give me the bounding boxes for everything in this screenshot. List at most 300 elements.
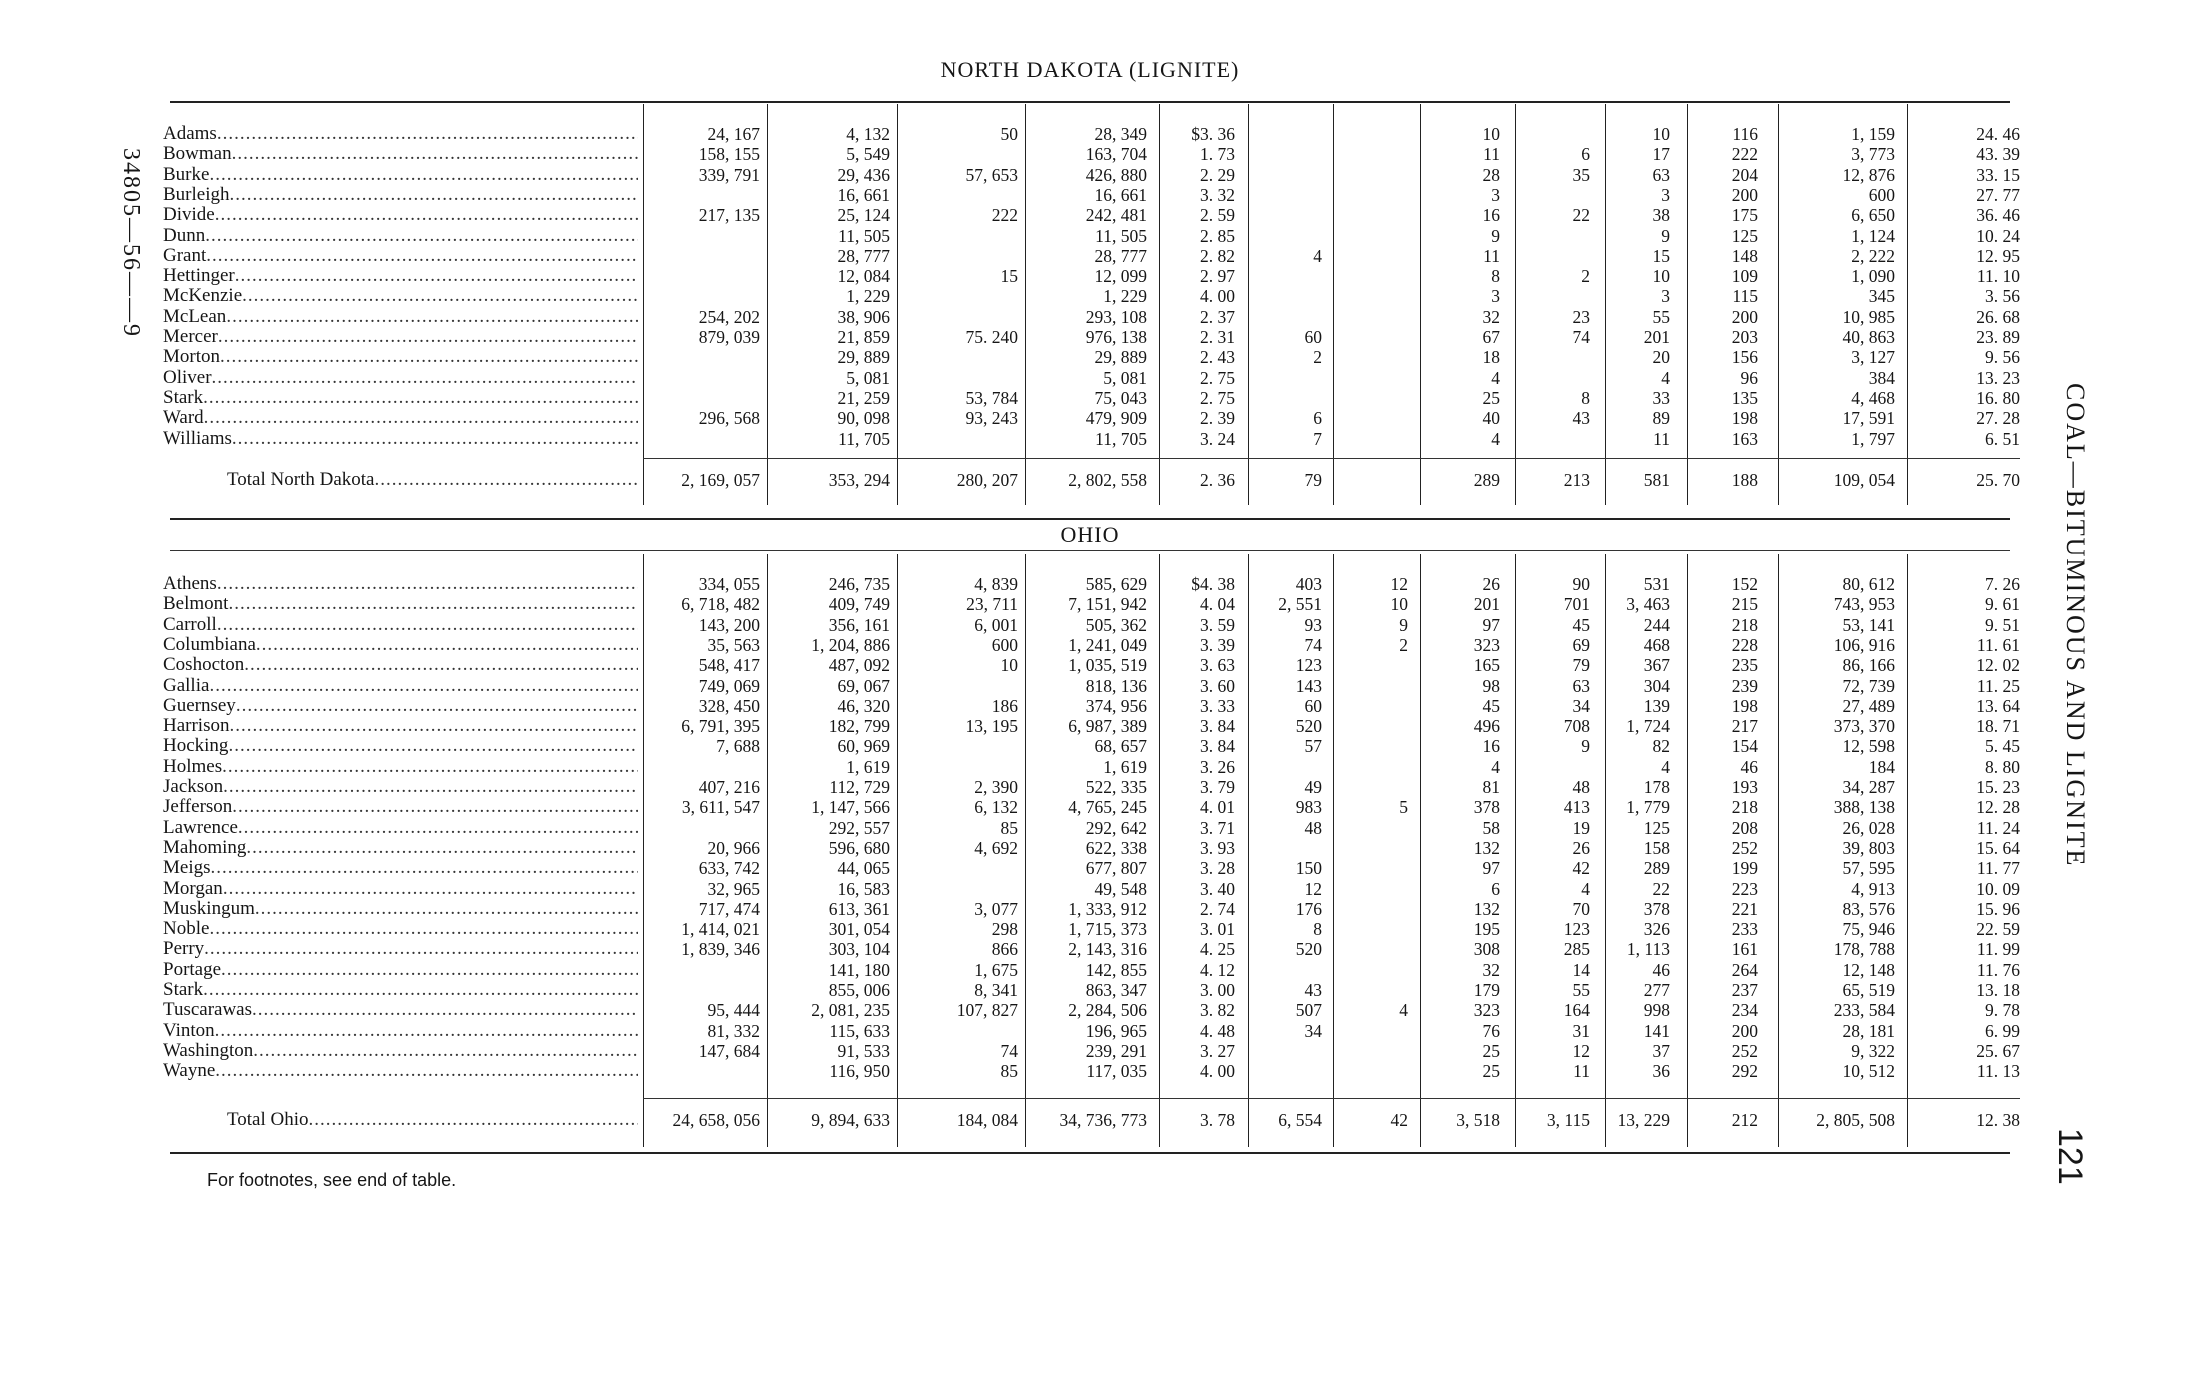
table-cell: 28 (1482, 164, 1500, 185)
table-cell: 115, 633 (829, 1020, 890, 1041)
total-cell: 3. 78 (1200, 1110, 1235, 1130)
table-cell: 222 (1731, 144, 1758, 165)
subtotal-rule (643, 1098, 2020, 1099)
row-label: Wayne ..... (163, 1061, 638, 1081)
table-cell: 293, 108 (1085, 306, 1147, 327)
table-cell: 8 (1491, 266, 1500, 287)
table-cell: 10, 985 (1842, 306, 1895, 327)
table-cell: 9. 51 (1985, 614, 2020, 635)
table-cell: 12, 084 (837, 266, 890, 287)
table-cell: 5, 549 (846, 144, 890, 165)
table-cell: 165 (1473, 655, 1500, 676)
table-cell: 32 (1482, 959, 1500, 980)
row-label: Burke ..... (163, 165, 638, 185)
column-rule (1159, 104, 1160, 505)
table-cell: 3, 463 (1626, 594, 1670, 615)
table-cell: 11. 10 (1976, 266, 2020, 287)
table-cell: 1, 204, 886 (811, 634, 890, 655)
table-cell: 83, 576 (1842, 898, 1895, 919)
table-cell: 193 (1731, 777, 1758, 797)
section-title-ohio: OHIO (1060, 522, 1120, 547)
table-cell: 4 (1313, 245, 1322, 266)
table-cell: 70 (1572, 898, 1590, 919)
page-title: NORTH DAKOTA (LIGNITE) (940, 57, 1240, 82)
subtotal-rule (643, 458, 2020, 459)
table-cell: 57, 653 (965, 164, 1018, 185)
table-cell: 3. 82 (1200, 1000, 1235, 1021)
table-cell: 228 (1731, 634, 1758, 655)
table-cell: 57 (1304, 736, 1322, 757)
table-cell: 1, 414, 021 (681, 919, 760, 940)
table-cell: 40, 863 (1842, 327, 1895, 347)
table-cell: 2, 551 (1278, 594, 1322, 615)
table-cell: 285 (1563, 939, 1590, 960)
row-label: McLean ..... (163, 307, 638, 327)
table-cell: 1, 797 (1851, 428, 1895, 449)
table-cell: 2. 97 (1200, 266, 1235, 287)
table-cell: 95, 444 (707, 1000, 760, 1021)
table-cell: 75. 240 (965, 327, 1018, 347)
row-label: Morton ..... (163, 347, 638, 367)
column-rule (897, 104, 898, 505)
table-cell: 4. 12 (1200, 959, 1235, 980)
row-label: Adams ..... (163, 124, 638, 144)
table-cell: 373, 370 (1833, 716, 1895, 737)
row-label: Belmont ..... (163, 594, 638, 614)
row-label: Divide ..... (163, 205, 638, 225)
total-cell: 280, 207 (956, 470, 1018, 490)
table-cell: 11. 25 (1976, 675, 2020, 696)
table-cell: 199 (1731, 858, 1758, 879)
row-label: Bowman ..... (163, 144, 638, 164)
table-cell: 6. 51 (1985, 428, 2020, 449)
table-cell: 522, 335 (1085, 777, 1147, 797)
table-cell: 407, 216 (698, 777, 760, 797)
row-label: Holmes ..... (163, 757, 638, 777)
total-cell: 12. 38 (1976, 1110, 2020, 1130)
column-rule (1248, 554, 1249, 1147)
table-cell: 600 (991, 634, 1018, 655)
table-cell: 4 (1491, 428, 1500, 449)
table-cell: 11. 24 (1976, 817, 2020, 838)
table-cell: 3, 773 (1851, 144, 1895, 165)
table-cell: 34 (1572, 695, 1590, 716)
table-cell: 96 (1740, 367, 1758, 388)
table-cell: 17 (1652, 144, 1670, 165)
table-cell: 3. 93 (1200, 837, 1235, 858)
table-cell: 26 (1572, 837, 1590, 858)
table-cell: 8 (1581, 387, 1590, 408)
table-cell: 20, 966 (707, 837, 760, 858)
table-cell: 60 (1304, 695, 1322, 716)
table-cell: 2. 29 (1200, 164, 1235, 185)
table-cell: 93 (1304, 614, 1322, 635)
table-cell: 53, 141 (1842, 614, 1895, 635)
table-cell: 7. 26 (1985, 574, 2020, 594)
row-label: Tuscarawas ..... (163, 1000, 638, 1020)
table-cell: 3, 077 (974, 898, 1018, 919)
column-rule (1515, 554, 1516, 1147)
table-cell: 2, 390 (974, 777, 1018, 797)
table-cell: 16. 80 (1976, 387, 2020, 408)
table-cell: 3 (1661, 286, 1670, 307)
table-cell: 203 (1731, 327, 1758, 347)
total-cell: 213 (1563, 470, 1590, 490)
table-cell: 46 (1652, 959, 1670, 980)
table-cell: 11. 76 (1976, 959, 2020, 980)
table-cell: 93, 243 (965, 408, 1018, 429)
table-cell: 13, 195 (965, 716, 1018, 737)
total-label: Total North Dakota ..... (227, 470, 638, 490)
row-label: Stark ..... (163, 388, 638, 408)
table-cell: 2. 74 (1200, 898, 1235, 919)
row-label: Washington ..... (163, 1041, 638, 1061)
column-rule (1159, 554, 1160, 1147)
table-cell: 200 (1731, 1020, 1758, 1041)
table-cell: 74 (1304, 634, 1322, 655)
table-cell: 10. 24 (1976, 225, 2020, 246)
table-cell: 28, 777 (837, 245, 890, 266)
column-rule (1333, 554, 1334, 1147)
table-cell: 178, 788 (1833, 939, 1895, 960)
table-cell: 4 (1661, 756, 1670, 777)
table-cell: 48 (1304, 817, 1322, 838)
table-cell: 221 (1731, 898, 1758, 919)
total-cell: 3, 115 (1546, 1110, 1590, 1130)
table-cell: 31 (1572, 1020, 1590, 1041)
table-cell: 3. 26 (1200, 756, 1235, 777)
table-cell: 237 (1731, 980, 1758, 1000)
table-cell: 2, 143, 316 (1068, 939, 1147, 960)
table-cell: 147, 684 (698, 1040, 760, 1061)
table-cell: 63 (1572, 675, 1590, 696)
table-cell: 2. 37 (1200, 306, 1235, 327)
total-cell: 184, 084 (956, 1110, 1018, 1130)
table-cell: 677, 807 (1085, 858, 1147, 879)
table-cell: 69 (1572, 634, 1590, 655)
row-label: McKenzie ..... (163, 286, 638, 306)
table-cell: 1, 124 (1851, 225, 1895, 246)
table-cell: 4. 00 (1200, 286, 1235, 307)
table-cell: 16 (1482, 736, 1500, 757)
total-cell: 581 (1643, 470, 1670, 490)
bottom-rule (170, 1152, 2010, 1154)
table-cell: 1, 159 (1851, 124, 1895, 144)
table-cell: 143 (1295, 675, 1322, 696)
table-cell: 24. 46 (1976, 124, 2020, 144)
total-cell: 9, 894, 633 (811, 1110, 890, 1130)
table-cell: 12 (1390, 574, 1408, 594)
table-cell: 46, 320 (837, 695, 890, 716)
table-cell: 11, 705 (1095, 428, 1147, 449)
table-cell: 44, 065 (837, 858, 890, 879)
table-cell: 292 (1731, 1061, 1758, 1082)
table-cell: 75, 043 (1094, 387, 1147, 408)
table-cell: 20 (1652, 347, 1670, 368)
table-cell: 36 (1652, 1061, 1670, 1082)
table-cell: 9, 322 (1851, 1040, 1895, 1061)
table-cell: 195 (1473, 919, 1500, 940)
table-cell: 217 (1731, 716, 1758, 737)
column-rule (1778, 554, 1779, 1147)
table-cell: 26 (1482, 574, 1500, 594)
table-cell: 378 (1473, 797, 1500, 818)
table-cell: 24, 167 (707, 124, 760, 144)
table-cell: 3, 127 (1851, 347, 1895, 368)
table-cell: 9 (1581, 736, 1590, 757)
table-cell: 3 (1491, 286, 1500, 307)
total-cell: 353, 294 (828, 470, 890, 490)
table-cell: 81 (1482, 777, 1500, 797)
row-label: Jefferson ..... (163, 797, 638, 817)
table-cell: 182, 799 (828, 716, 890, 737)
table-cell: 2. 43 (1200, 347, 1235, 368)
table-cell: 215 (1731, 594, 1758, 615)
table-cell: 303, 104 (828, 939, 890, 960)
table-cell: 866 (991, 939, 1018, 960)
table-cell: 179 (1473, 980, 1500, 1000)
table-cell: 409, 749 (828, 594, 890, 615)
table-cell: 218 (1731, 797, 1758, 818)
table-cell: 4 (1491, 756, 1500, 777)
column-rule (1420, 554, 1421, 1147)
table-cell: 60 (1304, 327, 1322, 347)
table-cell: 12 (1304, 878, 1322, 899)
table-cell: 468 (1643, 634, 1670, 655)
row-label: Muskingum ..... (163, 899, 638, 919)
table-cell: 22. 59 (1976, 919, 2020, 940)
table-cell: 384 (1868, 367, 1895, 388)
table-cell: 8 (1313, 919, 1322, 940)
table-cell: 154 (1731, 736, 1758, 757)
table-cell: 222 (991, 205, 1018, 226)
table-cell: 323 (1473, 1000, 1500, 1021)
table-cell: 106, 916 (1833, 634, 1895, 655)
table-cell: 2 (1399, 634, 1408, 655)
table-cell: 22 (1652, 878, 1670, 899)
table-cell: 9 (1491, 225, 1500, 246)
table-cell: 132 (1473, 837, 1500, 858)
column-rule (897, 554, 898, 1147)
table-cell: 328, 450 (698, 695, 760, 716)
table-cell: 12. 28 (1976, 797, 2020, 818)
column-rule (767, 104, 768, 505)
row-label: Athens ..... (163, 574, 638, 594)
table-cell: 4 (1399, 1000, 1408, 1021)
table-cell: 3. 56 (1985, 286, 2020, 307)
table-cell: 378 (1643, 898, 1670, 919)
table-cell: 855, 006 (828, 980, 890, 1000)
table-cell: 200 (1731, 184, 1758, 205)
row-label: Morgan ..... (163, 879, 638, 899)
table-cell: 85 (1000, 1061, 1018, 1082)
column-rule (1515, 104, 1516, 505)
table-cell: 53, 784 (965, 387, 1018, 408)
table-cell: 11 (1483, 144, 1500, 165)
table-cell: 548, 417 (698, 655, 760, 676)
row-label: Ward ..... (163, 408, 638, 428)
footnote-text: For footnotes, see end of table. (207, 1170, 457, 1190)
table-cell: 1, 839, 346 (681, 939, 760, 960)
table-cell: 150 (1295, 858, 1322, 879)
table-cell: 749, 069 (698, 675, 760, 696)
table-cell: 90, 098 (837, 408, 890, 429)
table-cell: 1, 113 (1626, 939, 1670, 960)
table-cell: 367 (1643, 655, 1670, 676)
table-cell: 43 (1304, 980, 1322, 1000)
table-cell: 633, 742 (698, 858, 760, 879)
table-cell: 10 (1652, 266, 1670, 287)
table-cell: 496 (1473, 716, 1500, 737)
row-label: Portage ..... (163, 960, 638, 980)
table-cell: 339, 791 (698, 164, 760, 185)
table-cell: 45 (1572, 614, 1590, 635)
column-rule (643, 104, 644, 505)
table-cell: 818, 136 (1085, 675, 1147, 696)
table-cell: 125 (1731, 225, 1758, 246)
table-cell: 3. 27 (1200, 1040, 1235, 1061)
row-label: Perry ..... (163, 939, 638, 959)
table-cell: 3. 24 (1200, 428, 1235, 449)
table-cell: 142, 855 (1085, 959, 1147, 980)
table-cell: 531 (1643, 574, 1670, 594)
table-cell: 292, 557 (828, 817, 890, 838)
table-cell: 292, 642 (1085, 817, 1147, 838)
table-cell: 4, 765, 245 (1068, 797, 1147, 818)
table-cell: 68, 657 (1094, 736, 1147, 757)
table-cell: 4, 913 (1851, 878, 1895, 899)
table-cell: 175 (1731, 205, 1758, 226)
table-cell: 176 (1295, 898, 1322, 919)
row-label: Guernsey ..... (163, 696, 638, 716)
table-cell: 264 (1731, 959, 1758, 980)
table-cell: 58 (1482, 817, 1500, 838)
table-cell: 12, 099 (1094, 266, 1147, 287)
table-cell: 6, 650 (1851, 205, 1895, 226)
table-cell: 5, 081 (1103, 367, 1147, 388)
table-cell: 33 (1652, 387, 1670, 408)
row-label: Hettinger ..... (163, 266, 638, 286)
table-cell: 156 (1731, 347, 1758, 368)
table-cell: 308 (1473, 939, 1500, 960)
table-cell: 49, 548 (1094, 878, 1147, 899)
table-cell: 74 (1572, 327, 1590, 347)
table-cell: 39, 803 (1842, 837, 1895, 858)
table-cell: 10 (1390, 594, 1408, 615)
table-cell: 596, 680 (828, 837, 890, 858)
table-cell: 91, 533 (837, 1040, 890, 1061)
table-cell: 6, 001 (974, 614, 1018, 635)
table-cell: 116, 950 (829, 1061, 890, 1082)
row-label: Lawrence ..... (163, 818, 638, 838)
table-cell: 3, 611, 547 (681, 797, 760, 818)
table-cell: 35, 563 (707, 634, 760, 655)
row-label: Vinton ..... (163, 1021, 638, 1041)
table-cell: 479, 909 (1085, 408, 1147, 429)
table-cell: 374, 956 (1085, 695, 1147, 716)
table-cell: 21, 259 (837, 387, 890, 408)
row-label: Stark ..... (163, 980, 638, 1000)
section-rule (170, 518, 2010, 520)
table-cell: 21, 859 (837, 327, 890, 347)
table-cell: 277 (1643, 980, 1670, 1000)
table-cell: 9. 78 (1985, 1000, 2020, 1021)
table-cell: 97 (1482, 858, 1500, 879)
table-cell: 45 (1482, 695, 1500, 716)
row-label: Oliver ..... (163, 368, 638, 388)
table-cell: 80, 612 (1842, 574, 1895, 594)
table-cell: 141, 180 (828, 959, 890, 980)
table-cell: 6 (1581, 144, 1590, 165)
table-cell: 163 (1731, 428, 1758, 449)
table-cell: 40 (1482, 408, 1500, 429)
column-rule (1687, 104, 1688, 505)
table-cell: 6 (1313, 408, 1322, 429)
table-cell: 520 (1295, 939, 1322, 960)
row-label: Dunn ..... (163, 226, 638, 246)
table-cell: 701 (1563, 594, 1590, 615)
table-cell: 13. 18 (1976, 980, 2020, 1000)
row-label: Harrison ..... (163, 716, 638, 736)
table-cell: 49 (1304, 777, 1322, 797)
table-cell: 298 (991, 919, 1018, 940)
total-cell: 79 (1304, 470, 1322, 490)
table-cell: 11. 61 (1976, 634, 2020, 655)
table-cell: 10 (1000, 655, 1018, 676)
row-label: Meigs ..... (163, 858, 638, 878)
table-cell: 158 (1643, 837, 1670, 858)
table-cell: 67 (1482, 327, 1500, 347)
total-cell: 212 (1731, 1110, 1758, 1130)
table-cell: 15 (1652, 245, 1670, 266)
table-cell: 16 (1482, 205, 1500, 226)
table-cell: 403 (1295, 574, 1322, 594)
table-cell: 7 (1313, 428, 1322, 449)
table-cell: 112, 729 (829, 777, 890, 797)
table-cell: 11. 13 (1976, 1061, 2020, 1082)
total-cell: 25. 70 (1976, 470, 2020, 490)
table-cell: 326 (1643, 919, 1670, 940)
table-cell: 25, 124 (837, 205, 890, 226)
table-cell: 11, 505 (838, 225, 890, 246)
table-cell: 3. 40 (1200, 878, 1235, 899)
table-cell: 708 (1563, 716, 1590, 737)
column-rule (767, 554, 768, 1147)
table-cell: 1, 147, 566 (811, 797, 890, 818)
table-cell: 1, 724 (1626, 716, 1670, 737)
table-cell: 141 (1643, 1020, 1670, 1041)
table-cell: 178 (1643, 777, 1670, 797)
table-cell: 90 (1572, 574, 1590, 594)
table-cell: 25 (1482, 387, 1500, 408)
table-cell: 252 (1731, 1040, 1758, 1061)
table-cell: 388, 138 (1833, 797, 1895, 818)
table-cell: 717, 474 (698, 898, 760, 919)
table-cell: 4 (1661, 367, 1670, 388)
table-cell: 43 (1572, 408, 1590, 429)
table-cell: 28, 181 (1842, 1020, 1895, 1041)
table-cell: 223 (1731, 878, 1758, 899)
table-cell: 3. 79 (1200, 777, 1235, 797)
total-cell: 289 (1473, 470, 1500, 490)
table-cell: 2. 59 (1200, 205, 1235, 226)
row-label: Mahoming ..... (163, 838, 638, 858)
table-cell: 12, 148 (1842, 959, 1895, 980)
table-cell: 76 (1482, 1020, 1500, 1041)
table-cell: 116 (1732, 124, 1758, 144)
table-cell: 89 (1652, 408, 1670, 429)
section-rule-lower (170, 550, 2010, 551)
